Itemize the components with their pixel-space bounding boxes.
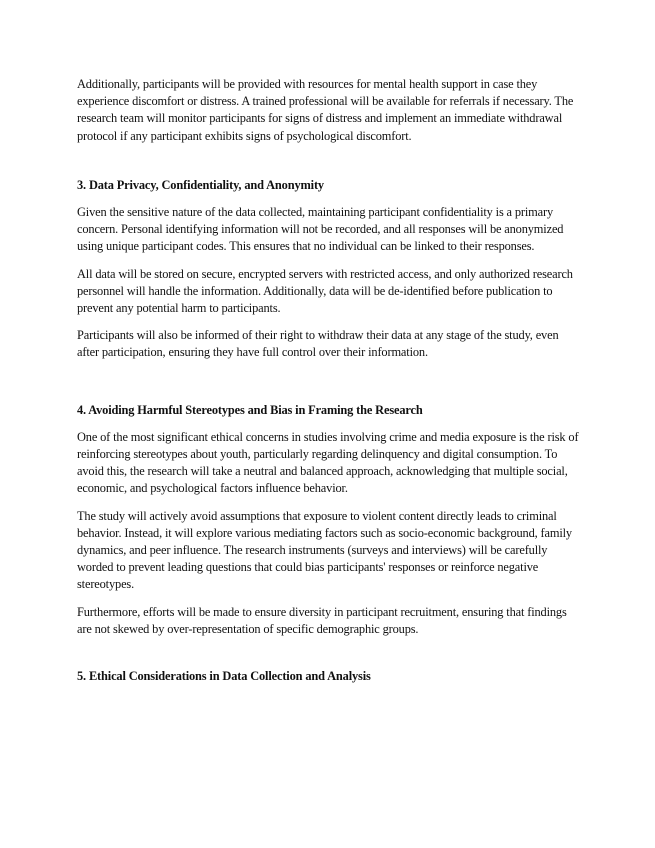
section-3-paragraph-1: Given the sensitive nature of the data collected, maintaining participant confidentiality is a primary concern. Personal identifying information will not be recorded, and all responses will be anonymized using unique participant codes. This ensures that no individual can be linked to their responses.	[77, 205, 564, 254]
section-4-heading: 4. Avoiding Harmful Stereotypes and Bias in Framing the Research	[77, 402, 423, 417]
section-3-paragraph-2: All data will be stored on secure, encrypted servers with restricted access, and only authorized research personnel will handle the information. Additionally, data will be de-identified before publication to prevent any potential harm to participants.	[77, 266, 573, 316]
document-body	[77, 76, 579, 695]
section-4-paragraph-2: The study will actively avoid assumptions that exposure to violent content directly leads to criminal behavior. Instead, it will explore various mediating factors such as socio-economic background, family dynamics, and peer influence. The research instruments (surveys and interviews) will be carefully worded to prevent leading questions that could bias participants' responses or reinforce negative stereotypes.	[77, 508, 572, 592]
section-4-paragraph-1: One of the most significant ethical concerns in studies involving crime and media exposure is the risk of reinforcing stereotypes about youth, particularly regarding delinquency and digital consumption. To avoid this, the research will take a neutral and balanced approach, acknowledging that multiple social, economic, and psychological factors influence behavior.	[77, 429, 579, 496]
intro-paragraph: Additionally, participants will be provided with resources for mental health support in case they experience discomfort or distress. A trained professional will be available for referrals if necessary. The research team will monitor participants for signs of distress and implement an immediate withdrawal protocol if any participant exhibits signs of psychological discomfort.	[77, 77, 574, 143]
section-4-paragraph-3: Furthermore, efforts will be made to ensure diversity in participant recruitment, ensuring that findings are not skewed by over-representation of specific demographic groups.	[77, 604, 567, 636]
section-5-heading: 5. Ethical Considerations in Data Collection and Analysis	[77, 669, 371, 684]
section-3-heading: 3. Data Privacy, Confidentiality, and Anonymity	[77, 177, 324, 192]
section-3-paragraph-3: Participants will also be informed of their right to withdraw their data at any stage of the study, even after participation, ensuring they have full control over their information.	[77, 328, 559, 360]
